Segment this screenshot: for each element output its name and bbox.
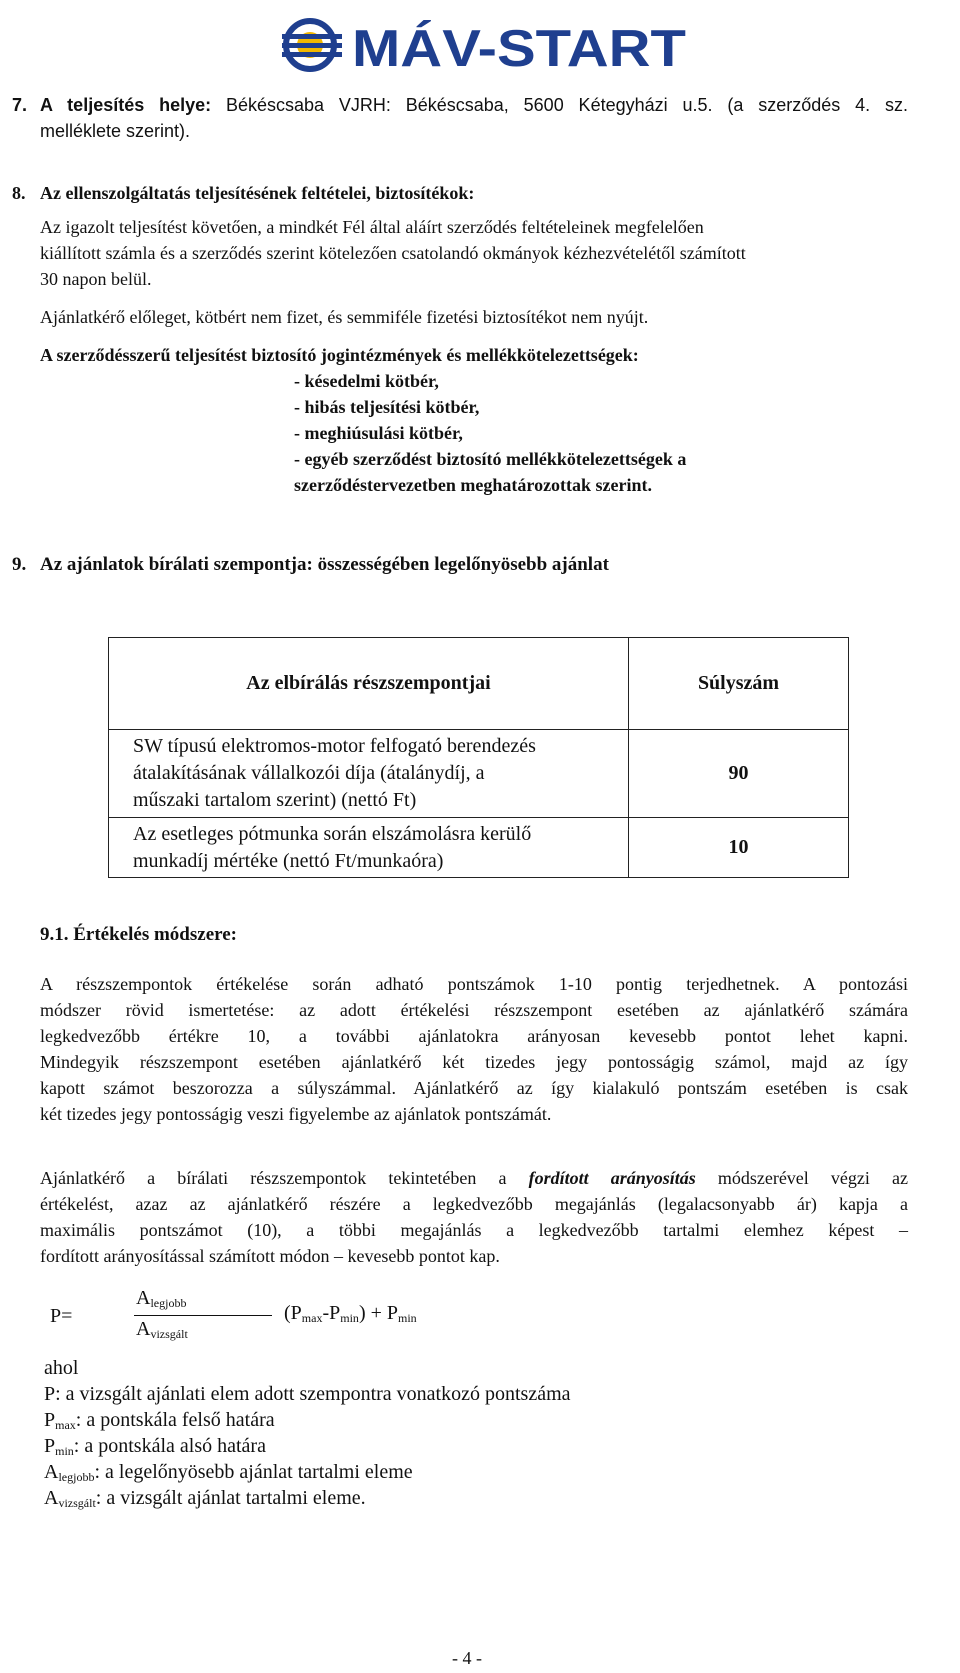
criterion-line: munkadíj mértéke (nettó Ft/munkaóra) xyxy=(133,849,444,872)
legend-p: P: a vizsgált ajánlati elem adott szempontra vonatkozó pontszáma xyxy=(44,1383,571,1405)
legend-sub-min: min xyxy=(55,1444,74,1458)
formula-a: A xyxy=(136,1287,151,1309)
weight-cell: 10 xyxy=(629,818,849,878)
section-7-number: 7. xyxy=(12,95,28,115)
section-7-text: Békéscsaba VJRH: Békéscsaba, 5600 Kétegyházi u.5. (a szerződés 4. sz. xyxy=(225,95,908,115)
formula-denominator xyxy=(136,1318,188,1341)
guarantee-item: - egyéb szerződést biztosító mellékkötelezettségek a xyxy=(294,449,687,469)
weight-column-header: Súlyszám xyxy=(629,638,849,730)
logo-mark xyxy=(272,16,688,74)
guarantee-item: - késedelmi kötbér, xyxy=(294,371,439,391)
criterion-line: SW típusú elektromos-motor felfogató berendezés xyxy=(133,735,536,757)
criteria-table xyxy=(108,637,849,878)
paragraph-line: módszer rövid ismertetése: az adott értékelési részszempont esetében az ajánlatkérő számára xyxy=(40,1000,908,1020)
guarantee-item: - meghiúsulási kötbér, xyxy=(294,423,463,443)
table-row xyxy=(109,730,849,818)
criteria-column-header: Az elbírálás részszempontjai xyxy=(109,638,629,730)
section-7-line-1 xyxy=(40,92,908,118)
criterion-cell xyxy=(109,730,629,818)
section-7-label: A teljesítés helye: xyxy=(40,95,212,115)
paragraph-line: két tizedes jegy pontosságig veszi figyelembe az ajánlatok pontszámát. xyxy=(40,1104,552,1124)
legend-ahol: ahol xyxy=(44,1357,79,1379)
formula-rhs xyxy=(284,1302,417,1325)
section-8-guarantees-heading: A szerződésszerű teljesítést biztosító jogintézmények és mellékkötelezettségek: xyxy=(40,345,639,365)
criterion-line: Az esetleges pótmunka során elszámolásra kerülő xyxy=(133,822,532,845)
section-9-1-paragraph-1 xyxy=(40,971,908,1127)
paragraph-line: legkedvezőbb értékre 10, a további ajánlatokra arányosan kevesebb pontot lehet kapni. xyxy=(40,1026,908,1046)
paragraph-line: kapott számot beszorozza a súlyszámmal. Ajánlatkérő az így kialakuló pontszám esetében is csak xyxy=(40,1078,908,1098)
section-8-number: 8. xyxy=(12,183,26,203)
table-row xyxy=(109,818,849,878)
formula-legend xyxy=(44,1355,571,1511)
paragraph-text: Ajánlatkérő a bírálati részszempontok tekintetében a xyxy=(40,1168,507,1188)
formula-part: -P xyxy=(322,1302,341,1324)
formula-sub-min: min xyxy=(340,1311,359,1325)
criterion-line: műszaki tartalom szerint) (nettó Ft) xyxy=(133,789,417,811)
guarantee-item: - hibás teljesítési kötbér, xyxy=(294,397,480,417)
legend-text: : a legelőnyösebb ajánlat tartalmi eleme xyxy=(94,1461,413,1483)
legend-sub-max: max xyxy=(55,1418,76,1432)
legend-avizsgalt: $A_{vizsgált}$: a vizsgált ajánlat tartalmi eleme. xyxy=(44,1487,366,1510)
formula-lhs: P= xyxy=(50,1305,73,1327)
fraction-bar xyxy=(134,1315,272,1316)
page-number: - 4 - xyxy=(452,1648,482,1668)
paragraph-line: Mindegyik részszempont esetében ajánlatkérő két tizedes jegy pontosságig számol, majd az így xyxy=(40,1052,908,1072)
section-9-number: 9. xyxy=(12,554,27,575)
section-7-line-2: melléklete szerint). xyxy=(40,121,191,141)
legend-pmin: $P_{min}$: a pontskála alsó határa xyxy=(44,1435,266,1458)
formula-numerator xyxy=(136,1287,186,1310)
section-8-paragraph-1-line-2: kiállított számla és a szerződés szerint kötelezően csatolandó okmányok kézhezvételétől számított xyxy=(40,243,746,263)
paragraph-line: maximális pontszámot (10), a többi megajánlás a legkedvezőbb tartalmi elemhez képest – xyxy=(40,1220,908,1240)
formula-part: (P xyxy=(284,1302,302,1324)
section-9-heading: Az ajánlatok bírálati szempontja: összességében legelőnyösebb ajánlat xyxy=(40,554,609,575)
formula-sub-max: max xyxy=(301,1311,323,1325)
section-8-heading: Az ellenszolgáltatás teljesítésének feltételei, biztosítékok: xyxy=(40,183,475,203)
formula-part: ) + P xyxy=(358,1302,398,1324)
guarantee-item: szerződéstervezetben meghatározottak szerint. xyxy=(294,475,653,495)
paragraph-line: A részszempontok értékelése során adható pontszámok 1-10 pontig terjedhetnek. A pontozási xyxy=(40,974,908,994)
paragraph-text: módszerével végzi az xyxy=(717,1168,909,1188)
section-9-1-heading: 9.1. Értékelés módszere: xyxy=(40,924,237,945)
paragraph-line: fordított arányosítással számított módon – kevesebb pontot kap. xyxy=(40,1246,500,1266)
svg-text:MÁV-START: MÁV-START xyxy=(352,20,687,74)
weight-cell: 90 xyxy=(629,730,849,818)
formula-a: A xyxy=(136,1318,151,1340)
reverse-proportion-emphasis: fordított arányosítás xyxy=(528,1168,696,1188)
criteria-table-header xyxy=(109,638,849,730)
section-8-paragraph-1-line-3: 30 napon belül. xyxy=(40,269,152,289)
formula-sub-legjobb: legjobb xyxy=(150,1296,187,1310)
legend-text: : a pontskála felső határa xyxy=(75,1409,275,1431)
legend-sub-legjobb: legjobb xyxy=(58,1470,95,1484)
legend-text: : a pontskála alsó határa xyxy=(73,1435,266,1457)
section-9-1-paragraph-2 xyxy=(40,1165,908,1269)
paragraph-line xyxy=(40,1165,908,1191)
section-8-paragraph-2: Ajánlatkérő előleget, kötbért nem fizet, és semmiféle fizetési biztosítékot nem nyújt. xyxy=(40,307,649,327)
legend-sub-vizsgalt: vizsgált xyxy=(58,1496,96,1510)
paragraph-line: értékelést, azaz az ajánlatkérő részére a legkedvezőbb megajánlás (legalacsonyabb ár) kapja a xyxy=(40,1194,908,1214)
criterion-cell xyxy=(109,818,629,878)
legend-text: : a vizsgált ajánlat tartalmi eleme. xyxy=(95,1487,366,1509)
legend-pmax: $P_{max}$: a pontskála felső határa xyxy=(44,1409,275,1432)
formula-sub-min: min xyxy=(398,1311,417,1325)
mav-start-logo xyxy=(272,16,688,74)
legend-alegjobb: $A_{legjobb}$: a legelőnyösebb ajánlat tartalmi eleme xyxy=(44,1461,413,1484)
formula-sub-vizsgalt: vizsgált xyxy=(150,1327,188,1341)
section-8-paragraph-1-line-1: Az igazolt teljesítést követően, a mindkét Fél által aláírt szerződés feltételeinek megfelelően xyxy=(40,217,704,237)
criterion-line: átalakításának vállalkozói díja (átalánydíj, a xyxy=(133,762,485,784)
